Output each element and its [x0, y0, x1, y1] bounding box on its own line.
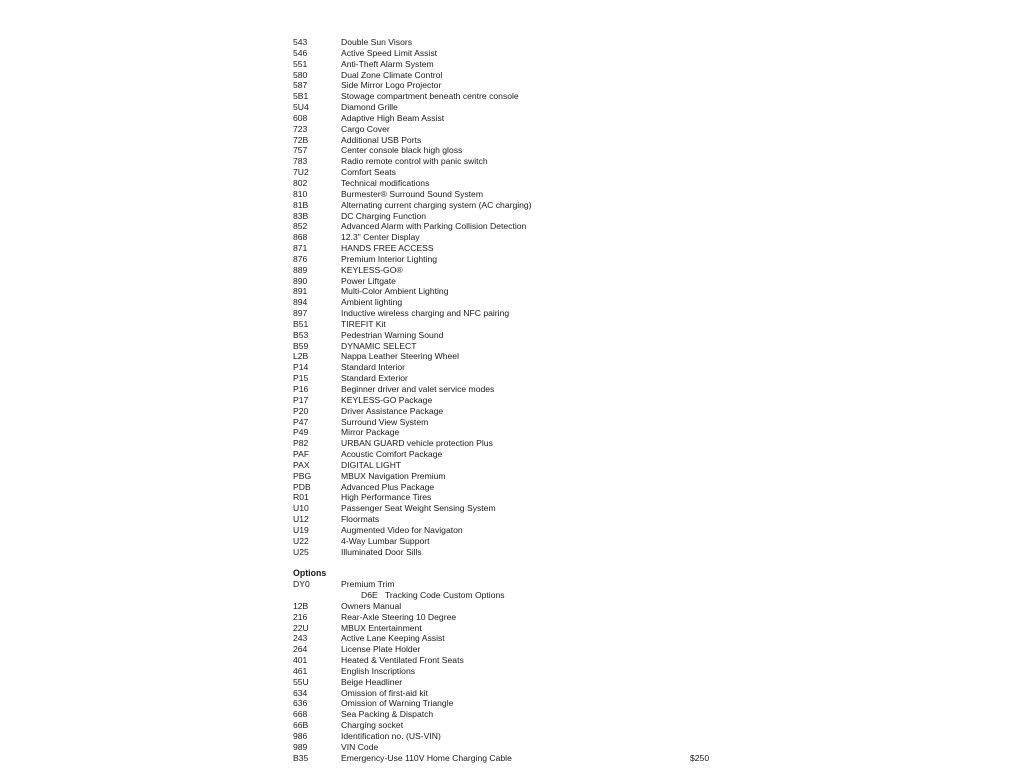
equipment-description: Driver Assistance Package	[341, 405, 444, 416]
equipment-description: Passenger Seat Weight Sensing System	[341, 503, 496, 514]
equipment-row	[293, 286, 733, 297]
equipment-code: P47	[293, 416, 309, 427]
equipment-code: L2B	[293, 351, 309, 362]
options-list	[293, 601, 733, 764]
option-row	[293, 720, 733, 731]
equipment-row	[293, 362, 733, 373]
equipment-description: HANDS FREE ACCESS	[341, 243, 434, 254]
equipment-row	[293, 330, 733, 341]
equipment-row	[293, 156, 733, 167]
equipment-code: 83B	[293, 210, 309, 221]
option-row	[293, 677, 733, 688]
option-description: VIN Code	[341, 741, 379, 752]
equipment-row	[293, 265, 733, 276]
option-description: Identification no. (US-VIN)	[341, 731, 441, 741]
option-row	[293, 655, 733, 666]
equipment-code: 7U2	[293, 167, 309, 178]
option-row	[293, 612, 733, 623]
equipment-description: KEYLESS-GO®	[341, 264, 403, 275]
equipment-code: B59	[293, 340, 309, 351]
equipment-description: Diamond Grille	[341, 102, 398, 113]
equipment-row	[293, 525, 733, 536]
equipment-code: 580	[293, 69, 308, 80]
option-row	[293, 644, 733, 655]
equipment-description: Augmented Video for Navigaton	[341, 524, 463, 535]
equipment-code: 891	[293, 286, 308, 297]
equipment-row	[293, 48, 733, 59]
equipment-description: MBUX Navigation Premium	[341, 470, 446, 481]
equipment-row	[293, 503, 733, 514]
option-code: DY0	[293, 579, 310, 590]
equipment-row	[293, 395, 733, 406]
equipment-row	[293, 471, 733, 482]
equipment-row	[293, 547, 733, 558]
option-description: Sea Packing & Dispatch	[341, 709, 434, 720]
equipment-description: DYNAMIC SELECT	[341, 340, 417, 351]
equipment-code: 587	[293, 80, 308, 91]
equipment-row	[293, 373, 733, 384]
equipment-code: 5U4	[293, 102, 309, 113]
equipment-row	[293, 59, 733, 70]
equipment-description: High Performance Tires	[341, 492, 432, 503]
equipment-row	[293, 460, 733, 471]
option-description: Rear-Axle Steering 10 Degree	[341, 611, 457, 622]
equipment-description: Stowage compartment beneath centre console	[341, 91, 519, 102]
option-row	[293, 633, 733, 644]
equipment-description: Acoustic Comfort Package	[341, 449, 443, 460]
equipment-code: 551	[293, 58, 308, 69]
option-row	[293, 731, 733, 742]
equipment-code: 81B	[293, 199, 309, 210]
equipment-description: Nappa Leather Steering Wheel	[341, 351, 460, 362]
standard-equipment-list	[293, 37, 733, 558]
equipment-description: Technical modifications	[341, 177, 430, 188]
equipment-row	[293, 102, 733, 113]
option-row	[293, 742, 733, 753]
equipment-description: Floormats	[341, 514, 380, 525]
option-row	[293, 698, 733, 709]
equipment-code: 757	[293, 145, 308, 156]
equipment-row	[293, 178, 733, 189]
equipment-code: 5B1	[293, 91, 309, 102]
equipment-description: Inductive wireless charging and NFC pairing	[341, 308, 510, 319]
equipment-code: 72B	[293, 134, 309, 145]
equipment-code: 868	[293, 232, 308, 243]
option-code: 22U	[293, 622, 309, 633]
equipment-code: 546	[293, 47, 308, 58]
equipment-code: 876	[293, 253, 308, 264]
equipment-row	[293, 384, 733, 395]
option-row	[293, 601, 733, 612]
equipment-description: Anti-Theft Alarm System	[341, 58, 434, 69]
equipment-code: PAX	[293, 459, 310, 470]
equipment-row	[293, 113, 733, 124]
equipment-code: 889	[293, 264, 308, 275]
equipment-description: Comfort Seats	[341, 167, 396, 178]
equipment-description: Adaptive High Beam Assist	[341, 112, 445, 123]
option-description: English Inscriptions	[341, 665, 416, 676]
equipment-row	[293, 492, 733, 503]
equipment-description: Premium Interior Lighting	[341, 253, 438, 264]
equipment-row	[293, 297, 733, 308]
option-code: 12B	[293, 600, 309, 611]
equipment-code: 608	[293, 112, 308, 123]
equipment-description: Additional USB Ports	[341, 134, 422, 145]
equipment-code: P49	[293, 427, 309, 438]
option-code: 636	[293, 698, 308, 709]
equipment-description: Mirror Package	[341, 427, 400, 438]
equipment-row	[293, 37, 733, 48]
equipment-description: Active Speed Limit Assist	[341, 47, 438, 58]
option-code: 55U	[293, 676, 309, 687]
equipment-code: 802	[293, 177, 308, 188]
option-description: Premium Trim	[341, 579, 395, 590]
equipment-row	[293, 341, 733, 352]
option-sub-row	[293, 590, 733, 601]
equipment-code: 783	[293, 156, 308, 167]
equipment-row	[293, 308, 733, 319]
option-description: Omission of first-aid kit	[341, 687, 428, 698]
window-sticker-options-list	[293, 37, 733, 764]
option-sub-description: Tracking Code Custom Options	[385, 590, 505, 601]
option-row	[293, 666, 733, 677]
equipment-code: U22	[293, 535, 309, 546]
equipment-description: Side Mirror Logo Projector	[341, 80, 442, 91]
option-description: Heated & Ventilated Front Seats	[341, 655, 464, 666]
option-description: Charging socket	[341, 720, 404, 731]
equipment-description: Multi-Color Ambient Lighting	[341, 286, 449, 297]
option-code: 634	[293, 687, 308, 698]
equipment-row	[293, 80, 733, 91]
equipment-description: Radio remote control with panic switch	[341, 156, 488, 167]
equipment-row	[293, 124, 733, 135]
option-row	[293, 623, 733, 634]
equipment-row	[293, 232, 733, 243]
equipment-code: 890	[293, 275, 308, 286]
option-code: 401	[293, 655, 308, 666]
equipment-code: 810	[293, 188, 308, 199]
equipment-description: DC Charging Function	[341, 210, 427, 221]
section-spacer	[293, 558, 733, 569]
equipment-description: TIREFIT Kit	[341, 318, 386, 329]
option-row	[293, 709, 733, 720]
equipment-row	[293, 319, 733, 330]
equipment-row	[293, 514, 733, 525]
option-code: 264	[293, 644, 308, 655]
options-heading: Options	[293, 568, 327, 579]
option-description: MBUX Entertainment	[341, 622, 422, 633]
equipment-code: U12	[293, 514, 309, 525]
equipment-code: PBG	[293, 470, 312, 481]
equipment-row	[293, 427, 733, 438]
option-description: Owners Manual	[341, 600, 402, 611]
equipment-row	[293, 243, 733, 254]
equipment-code: P82	[293, 438, 309, 449]
equipment-row	[293, 406, 733, 417]
equipment-description: 12.3" Center Display	[341, 232, 420, 243]
equipment-description: Standard Interior	[341, 362, 406, 373]
equipment-description: Double Sun Visors	[341, 37, 413, 47]
equipment-description: Center console black high gloss	[341, 145, 463, 156]
equipment-row	[293, 417, 733, 428]
equipment-row	[293, 211, 733, 222]
option-sub-code: D6E	[361, 590, 378, 601]
equipment-row	[293, 135, 733, 146]
equipment-description: URBAN GUARD vehicle protection Plus	[341, 438, 493, 449]
equipment-description: Power Liftgate	[341, 275, 396, 286]
option-description: Emergency-Use 110V Home Charging Cable	[341, 752, 512, 763]
option-description: Beige Headliner	[341, 676, 403, 687]
equipment-row	[293, 145, 733, 156]
option-price: $250	[690, 752, 710, 763]
equipment-description: Pedestrian Warning Sound	[341, 329, 444, 340]
option-code: 461	[293, 665, 308, 676]
equipment-code: U25	[293, 546, 309, 557]
equipment-code: U10	[293, 503, 309, 514]
equipment-description: KEYLESS-GO Package	[341, 394, 433, 405]
option-description: License Plate Holder	[341, 644, 421, 655]
option-code: 986	[293, 731, 308, 741]
equipment-row	[293, 276, 733, 287]
equipment-row	[293, 167, 733, 178]
option-code: 216	[293, 611, 308, 622]
option-row	[293, 753, 733, 764]
equipment-code: P15	[293, 373, 309, 384]
equipment-row	[293, 438, 733, 449]
equipment-row	[293, 91, 733, 102]
equipment-code: 852	[293, 221, 308, 232]
equipment-row	[293, 200, 733, 211]
equipment-row	[293, 254, 733, 265]
option-code: 243	[293, 633, 308, 644]
equipment-row	[293, 482, 733, 493]
equipment-code: 871	[293, 243, 308, 254]
option-code: 989	[293, 741, 308, 752]
equipment-code: P20	[293, 405, 309, 416]
equipment-description: Standard Exterior	[341, 373, 408, 384]
equipment-code: R01	[293, 492, 309, 503]
equipment-description: Dual Zone Climate Control	[341, 69, 443, 80]
equipment-code: P17	[293, 394, 309, 405]
equipment-code: P14	[293, 362, 309, 373]
option-code: 668	[293, 709, 308, 720]
option-description: Active Lane Keeping Assist	[341, 633, 445, 644]
equipment-row	[293, 70, 733, 81]
equipment-code: B51	[293, 318, 309, 329]
equipment-description: Cargo Cover	[341, 123, 390, 134]
equipment-row	[293, 536, 733, 547]
equipment-code: P16	[293, 384, 309, 394]
equipment-row	[293, 449, 733, 460]
equipment-description: Advanced Alarm with Parking Collision Detection	[341, 221, 527, 232]
equipment-code: 894	[293, 297, 308, 308]
option-row	[293, 688, 733, 699]
equipment-description: Ambient lighting	[341, 297, 403, 308]
option-code: 66B	[293, 720, 309, 731]
equipment-description: Burmester® Surround Sound System	[341, 188, 483, 199]
equipment-code: 543	[293, 37, 308, 47]
equipment-row	[293, 351, 733, 362]
equipment-row	[293, 189, 733, 200]
equipment-row	[293, 221, 733, 232]
equipment-code: 897	[293, 308, 308, 319]
equipment-description: Advanced Plus Package	[341, 481, 435, 492]
equipment-description: Beginner driver and valet service modes	[341, 384, 495, 394]
equipment-code: B53	[293, 329, 309, 340]
option-code: B35	[293, 752, 309, 763]
equipment-description: Surround View System	[341, 416, 429, 427]
equipment-description: Alternating current charging system (AC charging)	[341, 199, 532, 210]
option-description: Omission of Warning Triangle	[341, 698, 454, 709]
equipment-code: PDB	[293, 481, 311, 492]
equipment-description: DIGITAL LIGHT	[341, 459, 402, 470]
option-row	[293, 579, 733, 590]
equipment-description: 4-Way Lumbar Support	[341, 535, 430, 546]
equipment-description: Illuminated Door Sills	[341, 546, 422, 557]
equipment-code: 723	[293, 123, 308, 134]
equipment-code: PAF	[293, 449, 310, 460]
equipment-code: U19	[293, 524, 309, 535]
